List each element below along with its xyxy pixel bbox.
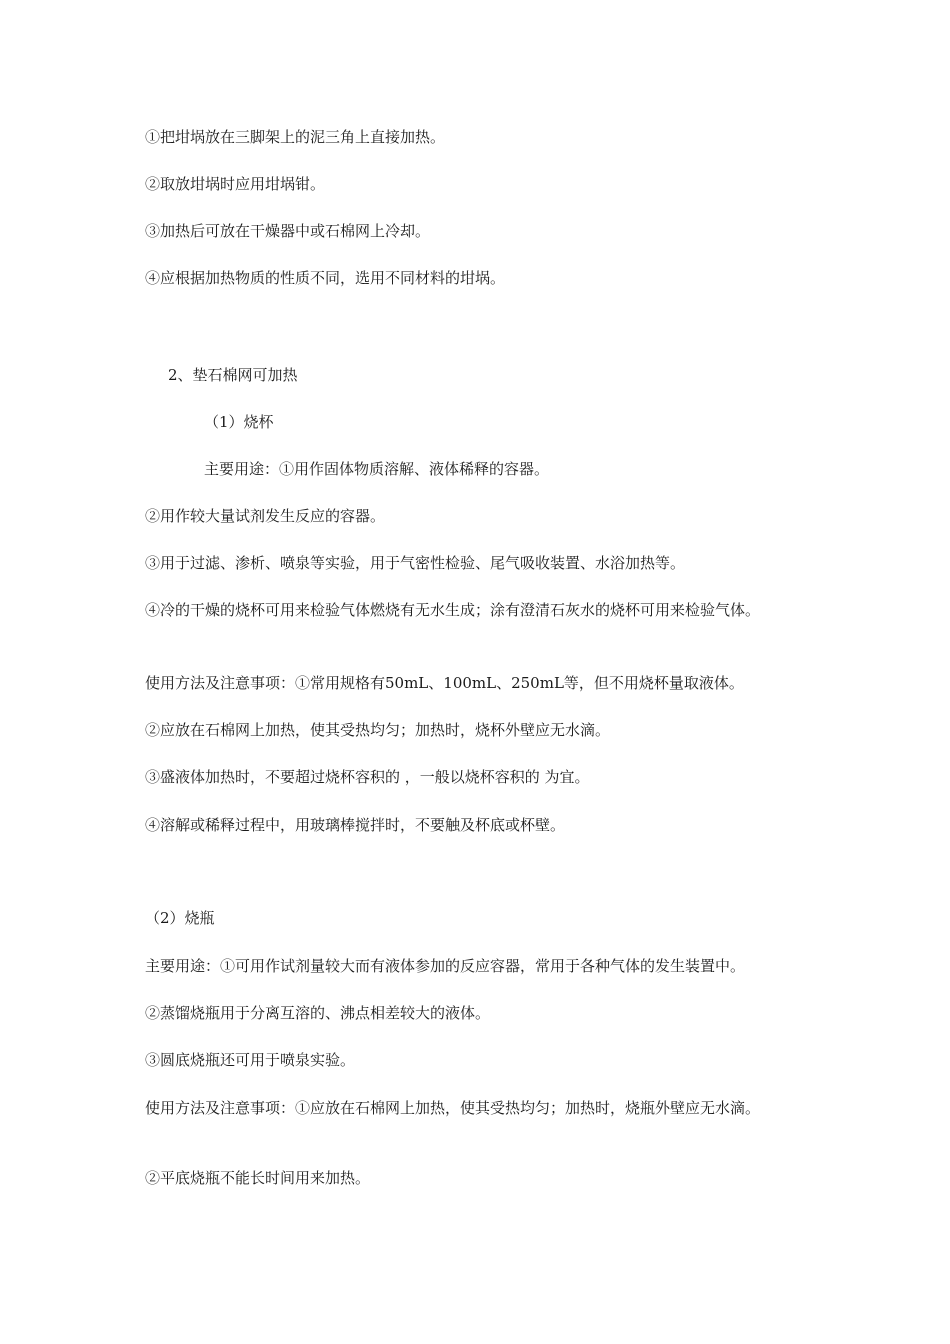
crucible-step-1: ①把坩埚放在三脚架上的泥三角上直接加热。 (145, 128, 446, 146)
flask-usage-item: ③圆底烧瓶还可用于喷泉实验。 (145, 1051, 356, 1069)
crucible-step-3: ③加热后可放在干燥器中或石棉网上冷却。 (145, 222, 431, 240)
beaker-method-item: ②应放在石棉网上加热，使其受热均匀；加热时，烧杯外壁应无水滴。 (145, 721, 611, 739)
section-heading: 2、垫石棉网可加热 (168, 366, 298, 384)
beaker-usage-intro: 主要用途：①用作固体物质溶解、液体稀释的容器。 (204, 460, 550, 478)
crucible-step-4: ④应根据加热物质的性质不同，选用不同材料的坩埚。 (145, 269, 506, 287)
flask-usage-item: ②蒸馏烧瓶用于分离互溶的、沸点相差较大的液体。 (145, 1004, 491, 1022)
beaker-title: （1）烧杯 (204, 413, 274, 431)
flask-usage-intro: 主要用途：①可用作试剂量较大而有液体参加的反应容器，常用于各种气体的发生装置中。 (145, 957, 746, 975)
beaker-method-item: ③盛液体加热时，不要超过烧杯容积的 ，一般以烧杯容积的 为宜。 (145, 768, 590, 786)
crucible-step-2: ②取放坩埚时应用坩埚钳。 (145, 175, 326, 193)
beaker-usage-item: ④冷的干燥的烧杯可用来检验气体燃烧有无水生成；涂有澄清石灰水的烧杯可用来检验气体。 (145, 601, 761, 619)
flask-title: （2）烧瓶 (145, 909, 215, 927)
beaker-usage-item: ②用作较大量试剂发生反应的容器。 (145, 507, 386, 525)
beaker-method-intro: 使用方法及注意事项：①常用规格有50mL、100mL、250mL等，但不用烧杯量取液体。 (145, 674, 744, 692)
flask-method-intro: 使用方法及注意事项：①应放在石棉网上加热，使其受热均匀；加热时，烧瓶外壁应无水滴。 (145, 1099, 761, 1117)
beaker-method-item: ④溶解或稀释过程中，用玻璃棒搅拌时，不要触及杯底或杯壁。 (145, 816, 566, 834)
beaker-usage-item: ③用于过滤、渗析、喷泉等实验，用于气密性检验、尾气吸收装置、水浴加热等。 (145, 554, 686, 572)
flask-method-item: ②平底烧瓶不能长时间用来加热。 (145, 1169, 371, 1187)
